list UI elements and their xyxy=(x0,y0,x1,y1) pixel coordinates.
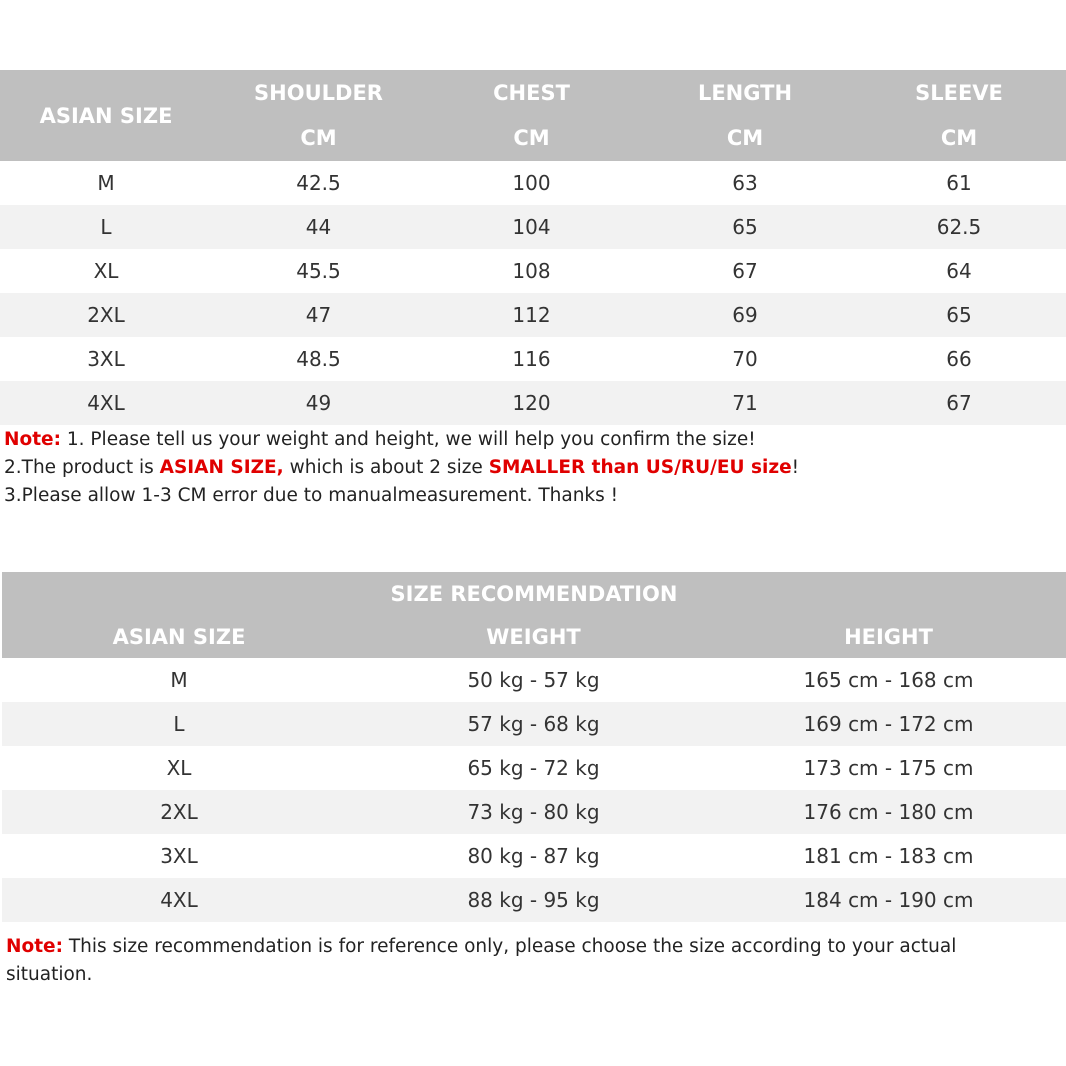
table-cell: 4XL xyxy=(2,878,356,922)
table-cell: M xyxy=(170,668,188,692)
note-line-2-c: which is about 2 size xyxy=(283,457,489,478)
table-cell: 88 kg - 95 kg xyxy=(356,878,711,922)
table-row xyxy=(0,161,1066,205)
table-row xyxy=(2,658,1066,702)
table-cell: 67 xyxy=(852,381,1066,425)
note-line-2 xyxy=(4,454,799,482)
table-row xyxy=(0,205,1066,249)
recommendation-header-row xyxy=(2,615,1066,658)
recommendation-note xyxy=(6,933,1046,989)
table-cell: 4XL xyxy=(0,381,212,425)
table-cell: 3XL xyxy=(87,347,125,371)
size-chart-table xyxy=(0,70,1066,425)
table-cell: 108 xyxy=(512,259,551,283)
unit-chest: CM xyxy=(513,126,550,151)
table-cell: 62.5 xyxy=(852,205,1066,249)
size-recommendation-table xyxy=(2,572,1066,922)
rec-header-weight: WEIGHT xyxy=(486,624,581,649)
table-cell: 65 kg - 72 kg xyxy=(467,756,600,780)
table-cell: XL xyxy=(93,259,119,283)
table-row xyxy=(2,746,1066,790)
table-row xyxy=(2,790,1066,834)
recommendation-title: SIZE RECOMMENDATION xyxy=(390,581,678,606)
table-cell: 50 kg - 57 kg xyxy=(467,668,600,692)
table-cell: 3XL xyxy=(160,844,198,868)
table-row xyxy=(2,702,1066,746)
note-line-1-text: 1. Please tell us your weight and height, we will help you confirm the size! xyxy=(60,429,756,450)
unit-length: CM xyxy=(726,126,764,151)
note-line-3: 3.Please allow 1-3 CM error due to manualmeasurement. Thanks ! xyxy=(4,485,619,506)
table-cell: 165 cm - 168 cm xyxy=(803,668,974,692)
unit-sleeve: CM xyxy=(940,126,978,151)
note-label: Note: xyxy=(4,429,61,450)
note-smaller: SMALLER than US/RU/EU size xyxy=(488,457,792,478)
table-cell: M xyxy=(97,171,115,195)
table-cell: 61 xyxy=(946,171,972,195)
note-asian-size: ASIAN SIZE, xyxy=(159,457,284,478)
header-shoulder: SHOULDER xyxy=(254,80,383,105)
table-cell: 49 xyxy=(212,381,425,425)
table-cell: 173 cm - 175 cm xyxy=(803,756,974,780)
table-row xyxy=(0,249,1066,293)
table-cell: 120 xyxy=(425,381,638,425)
table-cell: 65 xyxy=(852,293,1066,337)
table-cell: 42.5 xyxy=(296,171,341,195)
table-cell: 112 xyxy=(425,293,638,337)
note2-label: Note: xyxy=(6,936,63,957)
table-cell: 2XL xyxy=(2,790,356,834)
table-cell: 104 xyxy=(425,205,638,249)
size-notes xyxy=(4,426,799,510)
header-sleeve: SLEEVE xyxy=(915,80,1003,105)
table-cell: 71 xyxy=(638,381,852,425)
header-length: LENGTH xyxy=(697,80,793,105)
table-row xyxy=(2,878,1066,922)
size-chart-body xyxy=(0,161,1066,425)
table-cell: 80 kg - 87 kg xyxy=(467,844,600,868)
header-asian-size: ASIAN SIZE xyxy=(39,103,173,128)
table-cell: 70 xyxy=(732,347,758,371)
table-cell: 66 xyxy=(946,347,972,371)
table-cell: L xyxy=(0,205,212,249)
table-cell: 47 xyxy=(212,293,425,337)
table-cell: 176 cm - 180 cm xyxy=(711,790,1066,834)
table-row xyxy=(2,834,1066,878)
rec-header-height: HEIGHT xyxy=(844,624,933,649)
header-chest: CHEST xyxy=(493,80,570,105)
table-cell: 169 cm - 172 cm xyxy=(711,702,1066,746)
table-cell: 65 xyxy=(638,205,852,249)
table-cell: 2XL xyxy=(0,293,212,337)
table-cell: 67 xyxy=(732,259,758,283)
note-line-2-e: ! xyxy=(791,457,800,478)
table-cell: 45.5 xyxy=(296,259,341,283)
note2-text: This size recommendation is for reference only, please choose the size according to your actual situation. xyxy=(6,936,957,985)
table-cell: 100 xyxy=(512,171,551,195)
table-cell: 184 cm - 190 cm xyxy=(711,878,1066,922)
table-cell: 63 xyxy=(732,171,758,195)
table-row xyxy=(0,381,1066,425)
table-cell: 69 xyxy=(638,293,852,337)
table-row xyxy=(0,293,1066,337)
recommendation-body xyxy=(2,658,1066,922)
table-cell: L xyxy=(2,702,356,746)
unit-shoulder: CM xyxy=(300,126,337,151)
recommendation-title-row xyxy=(2,572,1066,615)
table-cell: 116 xyxy=(512,347,551,371)
table-cell: XL xyxy=(166,756,192,780)
note-line-2-a: 2.The product is xyxy=(4,457,160,478)
table-cell: 181 cm - 183 cm xyxy=(803,844,974,868)
rec-header-asian-size: ASIAN SIZE xyxy=(112,624,246,649)
table-row xyxy=(0,337,1066,381)
table-cell: 44 xyxy=(212,205,425,249)
table-cell: 57 kg - 68 kg xyxy=(356,702,711,746)
table-cell: 73 kg - 80 kg xyxy=(356,790,711,834)
table-cell: 48.5 xyxy=(296,347,341,371)
note-line-1 xyxy=(4,426,799,454)
table-cell: 64 xyxy=(946,259,972,283)
size-chart-header-row xyxy=(0,70,1066,116)
